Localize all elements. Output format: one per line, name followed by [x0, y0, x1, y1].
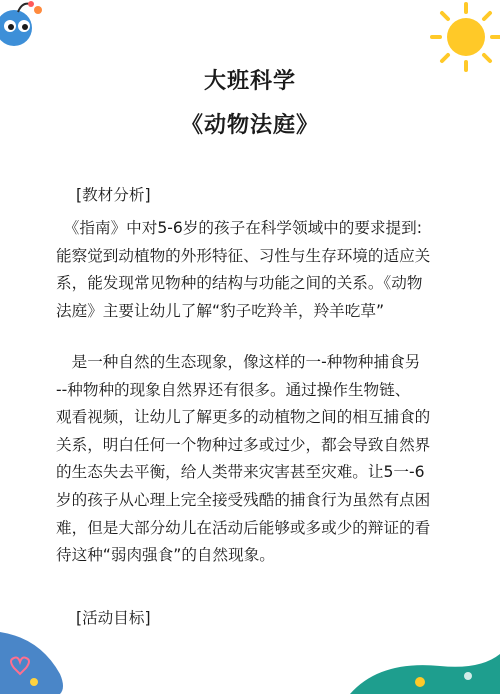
text-line: 难，但是大部分幼儿在活动后能够或多或少的辩证的看 [56, 518, 431, 537]
page-subtitle: 《动物法庭》 [180, 113, 319, 138]
text-line: 是一种自然的生态现象，像这样的一-种物种捕食另 [56, 353, 421, 371]
paragraph-materials-1 [56, 215, 456, 325]
text-line: 观看视频，让幼儿了解更多的动植物之间的相互捕食的 [56, 408, 431, 427]
text-line: 待这种“弱肉强食”的自然现象。 [56, 546, 275, 565]
section-heading-materials: [教材分析] [76, 186, 151, 204]
section-heading-objectives: [活动目标] [76, 609, 151, 627]
text-line: 岁的孩子从心理上完全接受残酷的捕食行为虽然有点困 [56, 490, 431, 509]
text-line: 法庭》主要让幼儿了解“豹子吃羚羊，羚羊吃草” [56, 301, 385, 320]
sun-icon [424, 0, 500, 74]
text-line: 《指南》中对5-6岁的孩子在科学领域中的要求提到: [56, 219, 422, 237]
text-line: 系，能发现常见物种的结构与功能之间的关系。《动物 [56, 274, 423, 293]
text-line: --种物种的现象自然界还有很多。通过操作生物链、 [56, 380, 411, 399]
decorative-blob-right [350, 650, 500, 694]
cartoon-bug-icon [0, 0, 46, 50]
text-line: 的生态失去平衡，给人类带来灾害甚至灾难。让5一-6 [56, 463, 425, 482]
text-line: 关系，明白任何一个物种过多或过少，都会导致自然界 [56, 435, 431, 454]
paragraph-materials-2 [56, 349, 456, 570]
decorative-blob-left [0, 624, 66, 694]
text-line: 能察觉到动植物的外形特征、习性与生存环境的适应关 [56, 246, 431, 265]
page-title: 大班科学 [203, 69, 296, 94]
